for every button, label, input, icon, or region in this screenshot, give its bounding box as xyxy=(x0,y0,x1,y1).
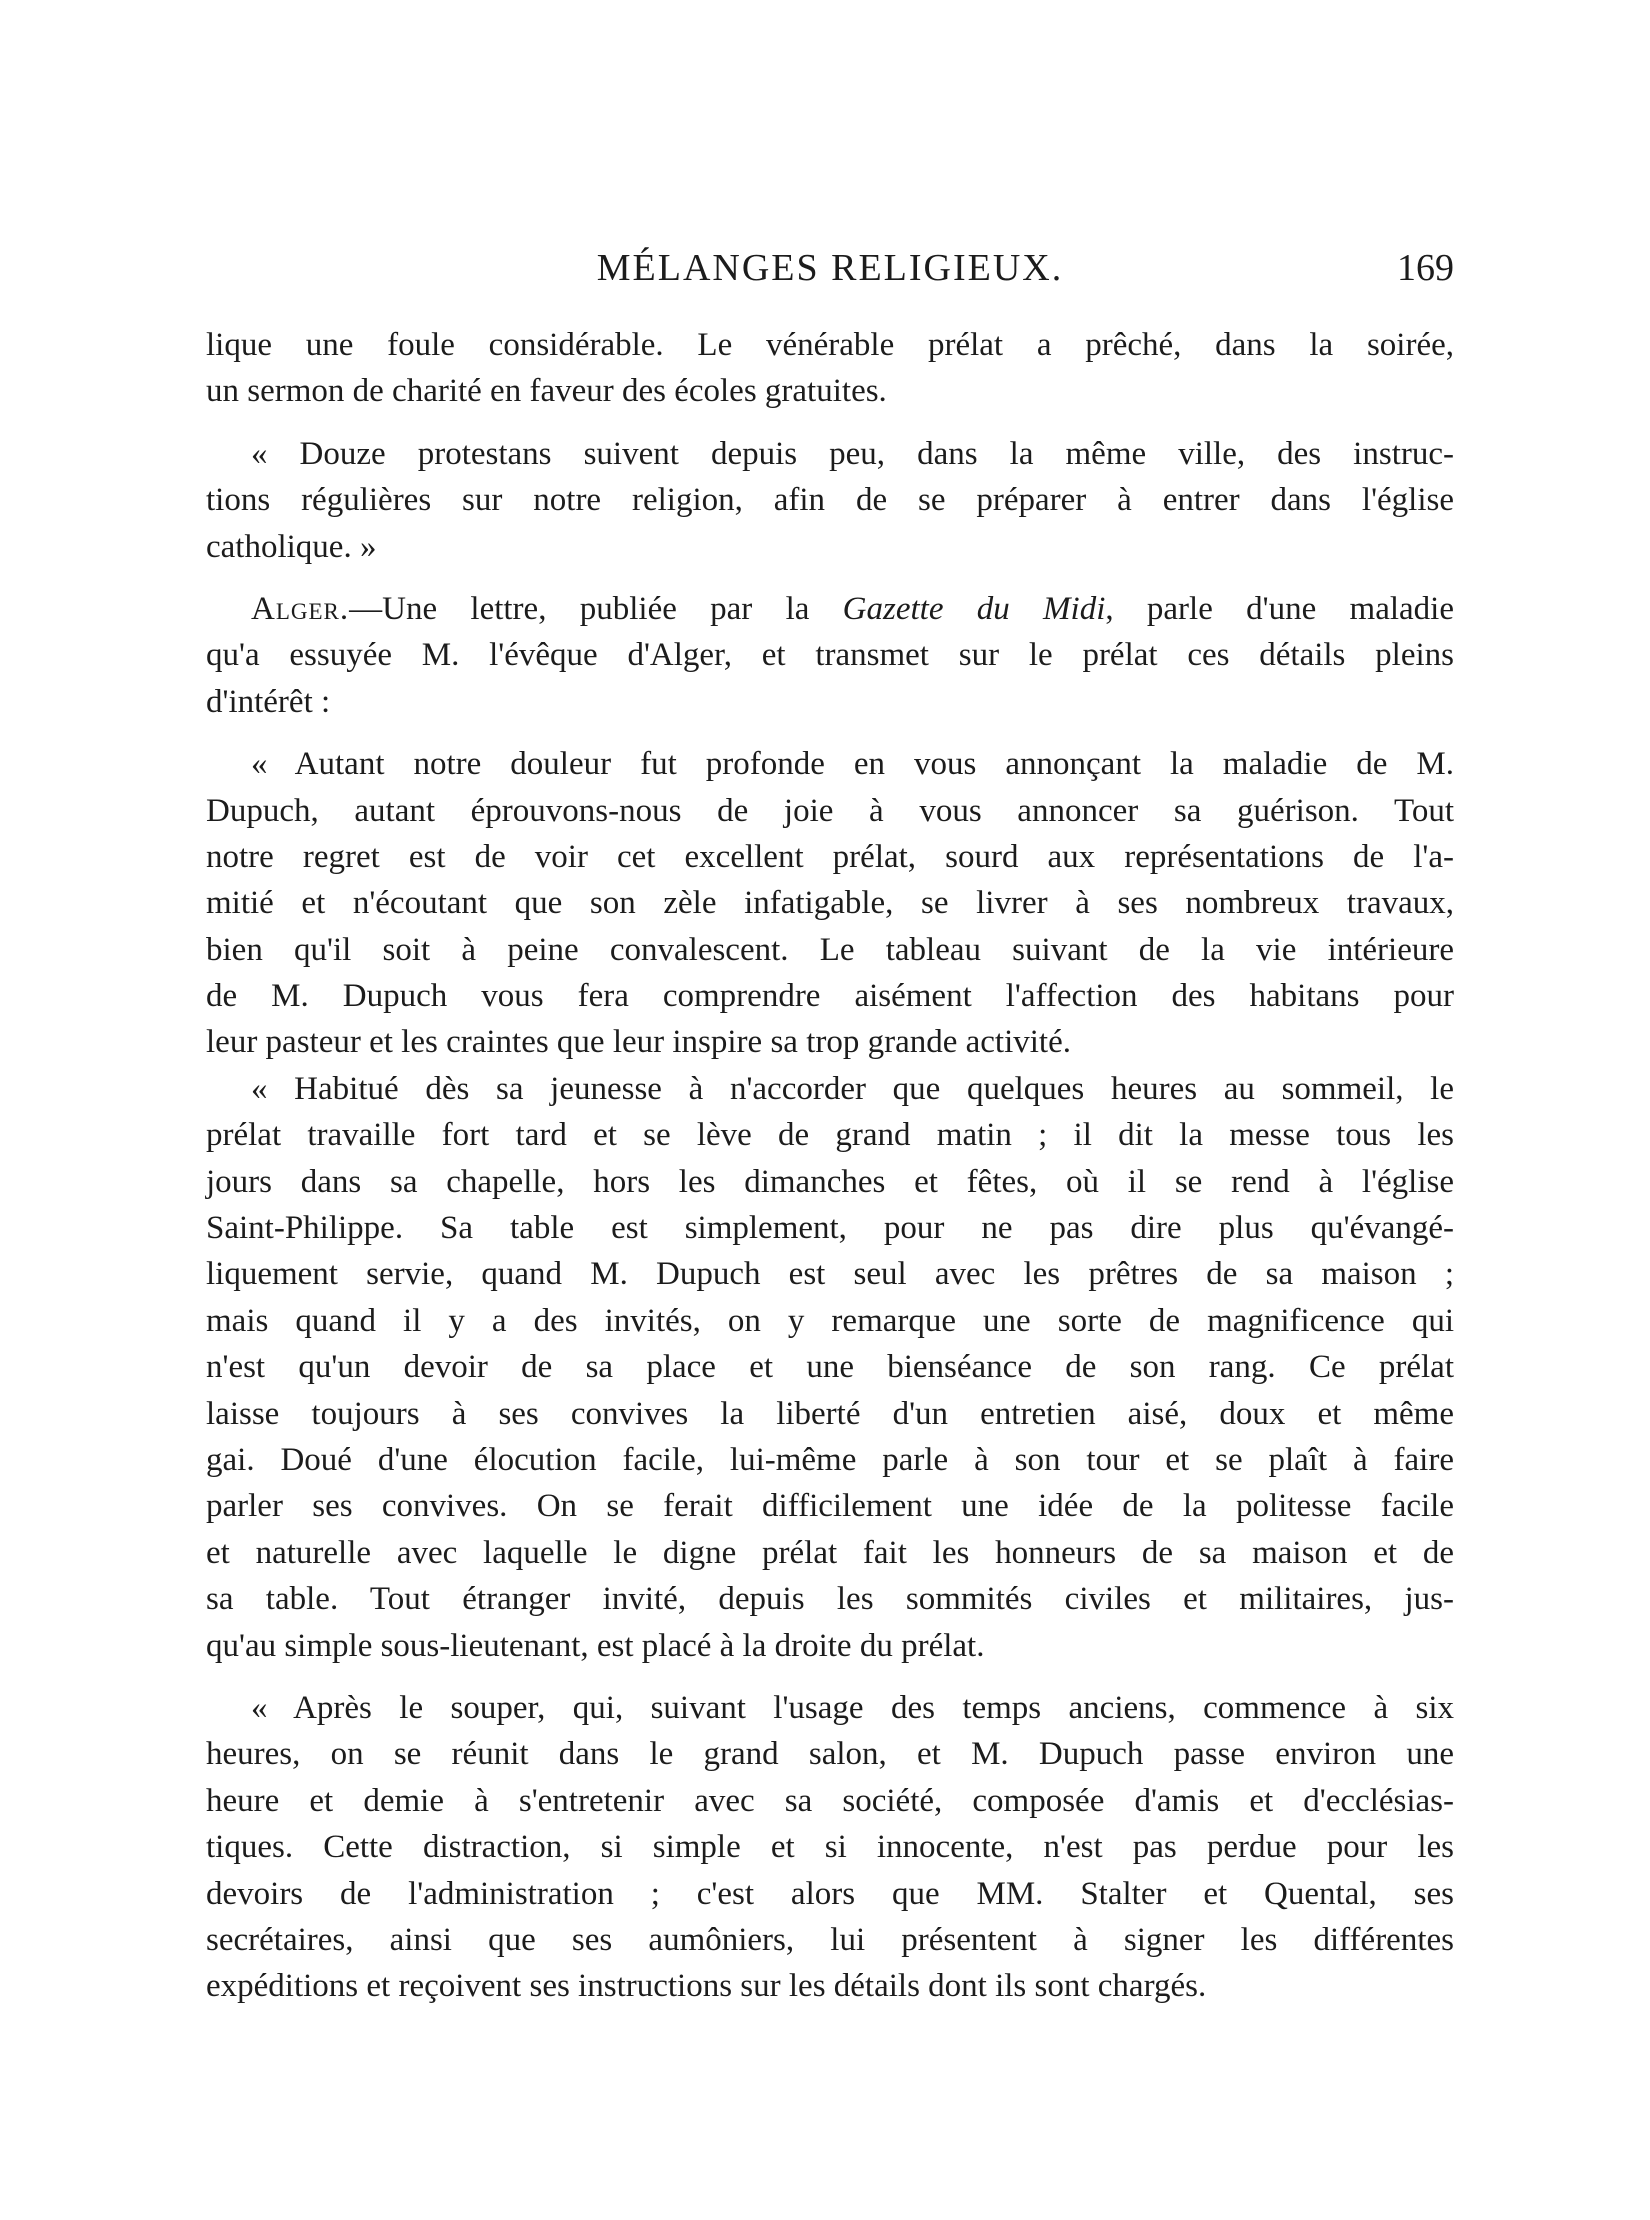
text-line: sa table. Tout étranger invité, depuis les sommités civiles et militaires, jus- xyxy=(206,1581,1454,1618)
text-line: prélat travaille fort tard et se lève de grand matin ; il dit la messe tous les xyxy=(206,1117,1454,1154)
text-line: parler ses convives. On se ferait difficilement une idée de la politesse facile xyxy=(206,1488,1454,1525)
text-line: laisse toujours à ses convives la liberté d'un entretien aisé, doux et même xyxy=(206,1395,1454,1432)
text-line: Saint-Philippe. Sa table est simplement, pour ne pas dire plus qu'évangé- xyxy=(206,1210,1454,1247)
text-line: mitié et n'écoutant que son zèle infatigable, se livrer à ses nombreux travaux, xyxy=(206,885,1454,922)
text-run: —Une lettre, publiée par la xyxy=(349,590,843,627)
running-head xyxy=(206,246,1454,296)
text-line: notre regret est de voir cet excellent prélat, sourd aux représentations de l'a- xyxy=(206,838,1454,875)
text-line: gai. Doué d'une élocution facile, lui-même parle à son tour et se plaît à faire xyxy=(206,1441,1454,1478)
text-line: mais quand il y a des invités, on y remarque une sorte de magnificence qui xyxy=(206,1302,1454,1339)
text-line: leur pasteur et les craintes que leur inspire sa trop grande activité. xyxy=(206,1024,1071,1061)
text-line: expéditions et reçoivent ses instructions sur les détails dont ils sont chargés. xyxy=(206,1968,1207,2005)
text-line: « Autant notre douleur fut profonde en vous annonçant la maladie de M. xyxy=(251,746,1454,783)
section-label: Alger. xyxy=(251,590,350,627)
text-line: liquement servie, quand M. Dupuch est seul avec les prêtres de sa maison ; xyxy=(206,1256,1454,1293)
text-line: « Douze protestans suivent depuis peu, dans la même ville, des instruc- xyxy=(251,435,1454,472)
running-title: MÉLANGES RELIGIEUX. xyxy=(596,247,1064,289)
paragraph-1 xyxy=(206,322,1454,415)
text-line: d'intérêt : xyxy=(206,683,331,720)
paragraph-5 xyxy=(206,1066,1454,1669)
text-line: « Habitué dès sa jeunesse à n'accorder que quelques heures au sommeil, le xyxy=(251,1070,1454,1107)
text-line: tions régulières sur notre religion, afin de se préparer à entrer dans l'église xyxy=(206,482,1454,519)
page-number: 169 xyxy=(1397,247,1454,289)
text-line: heures, on se réunit dans le grand salon, et M. Dupuch passe environ une xyxy=(206,1736,1454,1773)
text-line xyxy=(206,586,1454,632)
text-line: un sermon de charité en faveur des écoles gratuites. xyxy=(206,373,887,410)
text-line: tiques. Cette distraction, si simple et si innocente, n'est pas perdue pour les xyxy=(206,1829,1454,1866)
text-line: et naturelle avec laquelle le digne prélat fait les honneurs de sa maison et de xyxy=(206,1534,1454,1571)
text-line: de M. Dupuch vous fera comprendre aisément l'affection des habitans pour xyxy=(206,978,1454,1015)
newspaper-title: Gazette du Midi xyxy=(842,590,1106,627)
text-line: « Après le souper, qui, suivant l'usage des temps anciens, commence à six xyxy=(251,1689,1454,1726)
text-line: bien qu'il soit à peine convalescent. Le tableau suivant de la vie intérieure xyxy=(206,931,1454,968)
paragraph-4 xyxy=(206,741,1454,1066)
text-line: lique une foule considérable. Le vénérable prélat a prêché, dans la soirée, xyxy=(206,327,1454,363)
text-line: jours dans sa chapelle, hors les dimanches et fêtes, où il se rend à l'église xyxy=(206,1163,1454,1200)
paragraph-2 xyxy=(206,431,1454,570)
text-line: devoirs de l'administration ; c'est alors que MM. Stalter et Quental, ses xyxy=(206,1875,1454,1912)
text-line: catholique. » xyxy=(206,528,377,565)
paragraph-6 xyxy=(206,1685,1454,2010)
text-line: secrétaires, ainsi que ses aumôniers, lui présentent à signer les différentes xyxy=(206,1921,1454,1958)
paragraph-3 xyxy=(206,586,1454,725)
text-line: Dupuch, autant éprouvons-nous de joie à vous annoncer sa guérison. Tout xyxy=(206,792,1454,829)
text-run: , parle d'une maladie xyxy=(1105,590,1454,627)
text-line: heure et demie à s'entretenir avec sa société, composée d'amis et d'ecclésias- xyxy=(206,1782,1454,1819)
text-line: n'est qu'un devoir de sa place et une bienséance de son rang. Ce prélat xyxy=(206,1349,1454,1386)
text-line: qu'a essuyée M. l'évêque d'Alger, et transmet sur le prélat ces détails pleins xyxy=(206,637,1454,674)
body-text xyxy=(206,322,1454,2010)
text-line: qu'au simple sous-lieutenant, est placé à la droite du prélat. xyxy=(206,1627,985,1664)
